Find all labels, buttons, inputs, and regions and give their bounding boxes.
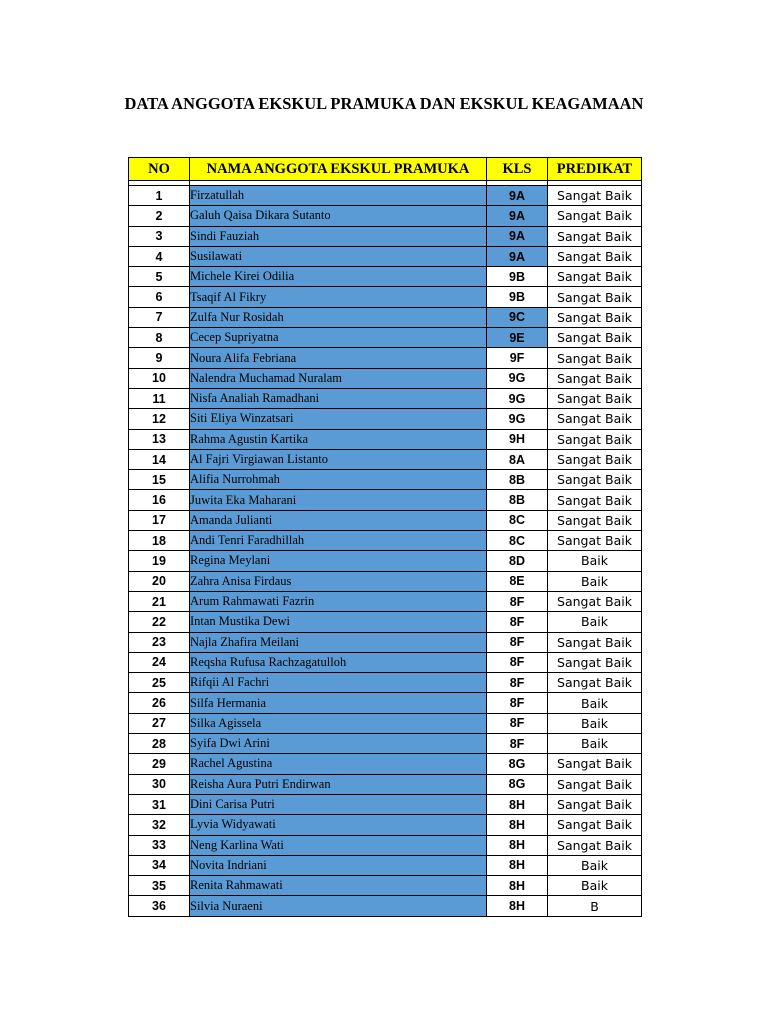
cell-predikat: Sangat Baik — [548, 287, 642, 307]
cell-no: 12 — [129, 409, 190, 429]
cell-predikat: Sangat Baik — [548, 206, 642, 226]
cell-kls: 8A — [487, 449, 548, 469]
cell-kls: 8E — [487, 571, 548, 591]
table-row — [129, 794, 642, 814]
cell-kls: 8F — [487, 734, 548, 754]
cell-name: Dini Carisa Putri — [190, 794, 487, 814]
cell-kls: 8G — [487, 774, 548, 794]
cell-no: 11 — [129, 388, 190, 408]
cell-kls: 9H — [487, 429, 548, 449]
cell-kls: 8B — [487, 470, 548, 490]
cell-name: Susilawati — [190, 246, 487, 266]
table-row — [129, 652, 642, 672]
table-row — [129, 673, 642, 693]
table-row — [129, 510, 642, 530]
cell-name: Galuh Qaisa Dikara Sutanto — [190, 206, 487, 226]
cell-predikat: Sangat Baik — [548, 368, 642, 388]
cell-name: Novita Indriani — [190, 855, 487, 875]
cell-no: 31 — [129, 794, 190, 814]
cell-name: Rahma Agustin Kartika — [190, 429, 487, 449]
cell-no: 35 — [129, 876, 190, 896]
cell-no: 9 — [129, 348, 190, 368]
cell-kls: 8H — [487, 815, 548, 835]
cell-predikat: Sangat Baik — [548, 815, 642, 835]
table-row — [129, 531, 642, 551]
cell-kls: 9C — [487, 307, 548, 327]
cell-kls: 8F — [487, 713, 548, 733]
cell-kls: 9B — [487, 287, 548, 307]
cell-predikat: Sangat Baik — [548, 267, 642, 287]
cell-no: 20 — [129, 571, 190, 591]
cell-predikat: Sangat Baik — [548, 673, 642, 693]
cell-predikat: Sangat Baik — [548, 531, 642, 551]
cell-name: Amanda Julianti — [190, 510, 487, 530]
cell-no: 19 — [129, 551, 190, 571]
cell-no: 8 — [129, 328, 190, 348]
cell-name: Rifqii Al Fachri — [190, 673, 487, 693]
cell-no: 6 — [129, 287, 190, 307]
table-header-row — [129, 158, 642, 181]
cell-predikat: Baik — [548, 693, 642, 713]
cell-predikat: Baik — [548, 612, 642, 632]
cell-no: 34 — [129, 855, 190, 875]
table-row — [129, 409, 642, 429]
cell-predikat: Sangat Baik — [548, 794, 642, 814]
cell-no: 33 — [129, 835, 190, 855]
cell-kls: 8F — [487, 673, 548, 693]
cell-no: 21 — [129, 591, 190, 611]
cell-no: 7 — [129, 307, 190, 327]
cell-kls: 8C — [487, 510, 548, 530]
table-row — [129, 632, 642, 652]
table-row — [129, 206, 642, 226]
cell-predikat: Baik — [548, 734, 642, 754]
cell-predikat: Sangat Baik — [548, 449, 642, 469]
table-row — [129, 368, 642, 388]
cell-name: Siti Eliya Winzatsari — [190, 409, 487, 429]
header-predikat: PREDIKAT — [548, 158, 642, 181]
cell-no: 24 — [129, 652, 190, 672]
cell-no: 22 — [129, 612, 190, 632]
cell-no: 28 — [129, 734, 190, 754]
cell-kls: 8G — [487, 754, 548, 774]
cell-name: Najla Zhafira Meilani — [190, 632, 487, 652]
cell-name: Zulfa Nur Rosidah — [190, 307, 487, 327]
cell-kls: 9F — [487, 348, 548, 368]
cell-kls: 8F — [487, 632, 548, 652]
cell-kls: 8F — [487, 652, 548, 672]
table-row — [129, 429, 642, 449]
cell-predikat: Sangat Baik — [548, 226, 642, 246]
cell-kls: 8H — [487, 835, 548, 855]
cell-name: Juwita Eka Maharani — [190, 490, 487, 510]
cell-name: Michele Kirei Odilia — [190, 267, 487, 287]
table-row — [129, 186, 642, 206]
cell-predikat: Sangat Baik — [548, 510, 642, 530]
cell-predikat: Baik — [548, 713, 642, 733]
cell-no: 29 — [129, 754, 190, 774]
cell-predikat: Baik — [548, 571, 642, 591]
table-row — [129, 876, 642, 896]
cell-name: Firzatullah — [190, 186, 487, 206]
table-row — [129, 591, 642, 611]
cell-no: 13 — [129, 429, 190, 449]
cell-no: 4 — [129, 246, 190, 266]
table-row — [129, 490, 642, 510]
cell-name: Nisfa Analiah Ramadhani — [190, 388, 487, 408]
cell-kls: 9A — [487, 206, 548, 226]
cell-kls: 9E — [487, 328, 548, 348]
table-row — [129, 693, 642, 713]
cell-name: Nalendra Muchamad Nuralam — [190, 368, 487, 388]
cell-no: 32 — [129, 815, 190, 835]
cell-no: 30 — [129, 774, 190, 794]
cell-kls: 8F — [487, 591, 548, 611]
cell-predikat: Baik — [548, 855, 642, 875]
cell-no: 2 — [129, 206, 190, 226]
cell-name: Silka Agissela — [190, 713, 487, 733]
cell-kls: 8F — [487, 612, 548, 632]
cell-kls: 8B — [487, 490, 548, 510]
cell-no: 23 — [129, 632, 190, 652]
cell-no: 16 — [129, 490, 190, 510]
cell-name: Lyvia Widyawati — [190, 815, 487, 835]
cell-no: 3 — [129, 226, 190, 246]
table-row — [129, 551, 642, 571]
cell-no: 26 — [129, 693, 190, 713]
cell-no: 14 — [129, 449, 190, 469]
table-row — [129, 449, 642, 469]
cell-predikat: Baik — [548, 551, 642, 571]
cell-name: Syifa Dwi Arini — [190, 734, 487, 754]
cell-name: Cecep Supriyatna — [190, 328, 487, 348]
cell-kls: 9A — [487, 226, 548, 246]
cell-name: Noura Alifa Febriana — [190, 348, 487, 368]
cell-kls: 8F — [487, 693, 548, 713]
cell-kls: 9B — [487, 267, 548, 287]
cell-name: Andi Tenri Faradhillah — [190, 531, 487, 551]
cell-kls: 9A — [487, 246, 548, 266]
cell-predikat: Sangat Baik — [548, 328, 642, 348]
table-row — [129, 226, 642, 246]
cell-name: Sindi Fauziah — [190, 226, 487, 246]
cell-no: 36 — [129, 896, 190, 916]
table-row — [129, 734, 642, 754]
cell-name: Renita Rahmawati — [190, 876, 487, 896]
cell-predikat: Sangat Baik — [548, 409, 642, 429]
cell-kls: 8C — [487, 531, 548, 551]
cell-predikat: Sangat Baik — [548, 348, 642, 368]
table-row — [129, 571, 642, 591]
cell-predikat: Sangat Baik — [548, 470, 642, 490]
cell-kls: 9G — [487, 368, 548, 388]
table-row — [129, 328, 642, 348]
table-row — [129, 713, 642, 733]
cell-predikat: Sangat Baik — [548, 835, 642, 855]
cell-no: 27 — [129, 713, 190, 733]
cell-no: 25 — [129, 673, 190, 693]
cell-predikat: Baik — [548, 876, 642, 896]
header-kls: KLS — [487, 158, 548, 181]
page-title: DATA ANGGOTA EKSKUL PRAMUKA DAN EKSKUL KEAGAMAAN — [124, 94, 644, 113]
cell-predikat: Sangat Baik — [548, 591, 642, 611]
cell-name: Reisha Aura Putri Endirwan — [190, 774, 487, 794]
cell-name: Neng Karlina Wati — [190, 835, 487, 855]
cell-predikat: Sangat Baik — [548, 632, 642, 652]
cell-predikat: Sangat Baik — [548, 307, 642, 327]
cell-kls: 8H — [487, 896, 548, 916]
cell-predikat: Sangat Baik — [548, 490, 642, 510]
cell-predikat: Sangat Baik — [548, 754, 642, 774]
table-row — [129, 754, 642, 774]
cell-name: Regina Meylani — [190, 551, 487, 571]
table-row — [129, 470, 642, 490]
cell-name: Alifia Nurrohmah — [190, 470, 487, 490]
cell-predikat: Sangat Baik — [548, 652, 642, 672]
cell-name: Rachel Agustina — [190, 754, 487, 774]
table-row — [129, 267, 642, 287]
cell-name: Intan Mustika Dewi — [190, 612, 487, 632]
table-row — [129, 815, 642, 835]
table-row — [129, 774, 642, 794]
cell-predikat: Sangat Baik — [548, 429, 642, 449]
table-row — [129, 287, 642, 307]
cell-predikat: Sangat Baik — [548, 388, 642, 408]
cell-predikat: Sangat Baik — [548, 774, 642, 794]
cell-name: Arum Rahmawati Fazrin — [190, 591, 487, 611]
cell-no: 18 — [129, 531, 190, 551]
header-no: NO — [129, 158, 190, 181]
cell-name: Al Fajri Virgiawan Listanto — [190, 449, 487, 469]
cell-no: 10 — [129, 368, 190, 388]
members-table — [128, 157, 642, 917]
cell-no: 15 — [129, 470, 190, 490]
cell-kls: 8D — [487, 551, 548, 571]
table-row — [129, 896, 642, 916]
table-row — [129, 348, 642, 368]
cell-predikat: Sangat Baik — [548, 186, 642, 206]
cell-kls: 9A — [487, 186, 548, 206]
cell-no: 5 — [129, 267, 190, 287]
cell-name: Reqsha Rufusa Rachzagatulloh — [190, 652, 487, 672]
cell-kls: 8H — [487, 876, 548, 896]
header-name: NAMA ANGGOTA EKSKUL PRAMUKA — [190, 158, 487, 181]
cell-name: Tsaqif Al Fikry — [190, 287, 487, 307]
table-row — [129, 307, 642, 327]
table-row — [129, 612, 642, 632]
cell-name: Silvia Nuraeni — [190, 896, 487, 916]
cell-no: 17 — [129, 510, 190, 530]
table-body — [129, 181, 642, 917]
cell-name: Zahra Anisa Firdaus — [190, 571, 487, 591]
cell-no: 1 — [129, 186, 190, 206]
table-row — [129, 855, 642, 875]
cell-kls: 9G — [487, 388, 548, 408]
cell-kls: 9G — [487, 409, 548, 429]
table-row — [129, 388, 642, 408]
cell-kls: 8H — [487, 794, 548, 814]
cell-predikat: Sangat Baik — [548, 246, 642, 266]
cell-name: Silfa Hermania — [190, 693, 487, 713]
cell-predikat: B — [548, 896, 642, 916]
table-row — [129, 246, 642, 266]
cell-kls: 8H — [487, 855, 548, 875]
table-row — [129, 835, 642, 855]
